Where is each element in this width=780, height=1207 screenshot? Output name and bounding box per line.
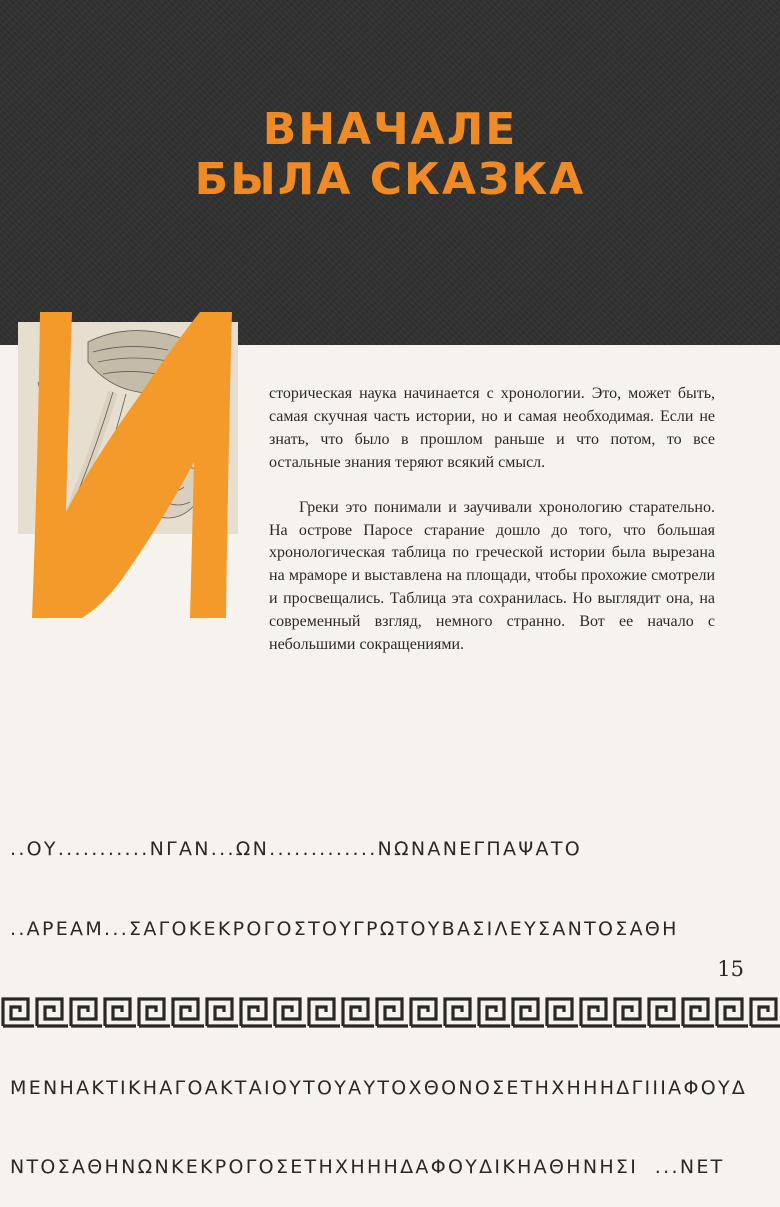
inscription-line: ΝΤΟΣΑΘΗΝΩΝΚΕΚΡΟΓΟΣΕΤΗΧΗΗΗΔΑΦΟΥΔΙΚΗΑΘΗΝΗΣΙ ...ΝΕΤ [10, 1156, 725, 1178]
inscription-line: ..ΑΡΕΑΜ...ΣΑΓΟΚΕΚΡΟΓΟΣΤΟΥΓΡΩΤΟΥΒΑΣΙΛΕΥΣΑΝΤΟΣΑΘΗ [10, 917, 679, 940]
drop-cap-letter [22, 312, 237, 618]
greek-meander-border-icon [0, 995, 780, 1029]
title-line-1: ВНАЧАЛЕ [262, 104, 518, 155]
title-line-2: БЫЛА СКАЗКА [194, 154, 586, 205]
paragraph-1: сторическая наука начинается с хронологии. Это, может быть, самая скучная часть истории, но и самая необходимая. Если не знать, что было в прошлом раньше и что потом, то все остальные знания теряют всякий смысл. [269, 385, 715, 471]
header-banner [0, 0, 780, 345]
inscription-line: ΜΕΝΗΑΚΤΙΚΗΑΓΟΑΚΤΑΙΟΥΤΟΥΑΥΤΟΧΘΟΝΟΣΕΤΗΧΗΗΗΔΓΙΙΙΑΦΟΥΔ [10, 1076, 748, 1099]
drop-cap-icon [22, 312, 237, 618]
page-number: 15 [717, 957, 744, 981]
inscription-line: ..ΟΥ...........ΝΓΑΝ...ΩΝ.............ΝΩΝΑΝΕΓΠΑΨΑΤΟ [10, 838, 582, 860]
body-text [269, 383, 715, 657]
page-title [150, 105, 630, 205]
paragraph-2: Греки это понимали и заучивали хронологию старательно. На острове Паросе старание дошло до того, что большая хронологическая таблица по греческой истории была вырезана на мраморе и выставлена на площади, чтобы прохожие смотрели и просвещались. Таблица эта сохранилась. Но выглядит она, на современный взгляд, немного странно. Вот ее начало с небольшими сокращениями. [269, 498, 715, 654]
